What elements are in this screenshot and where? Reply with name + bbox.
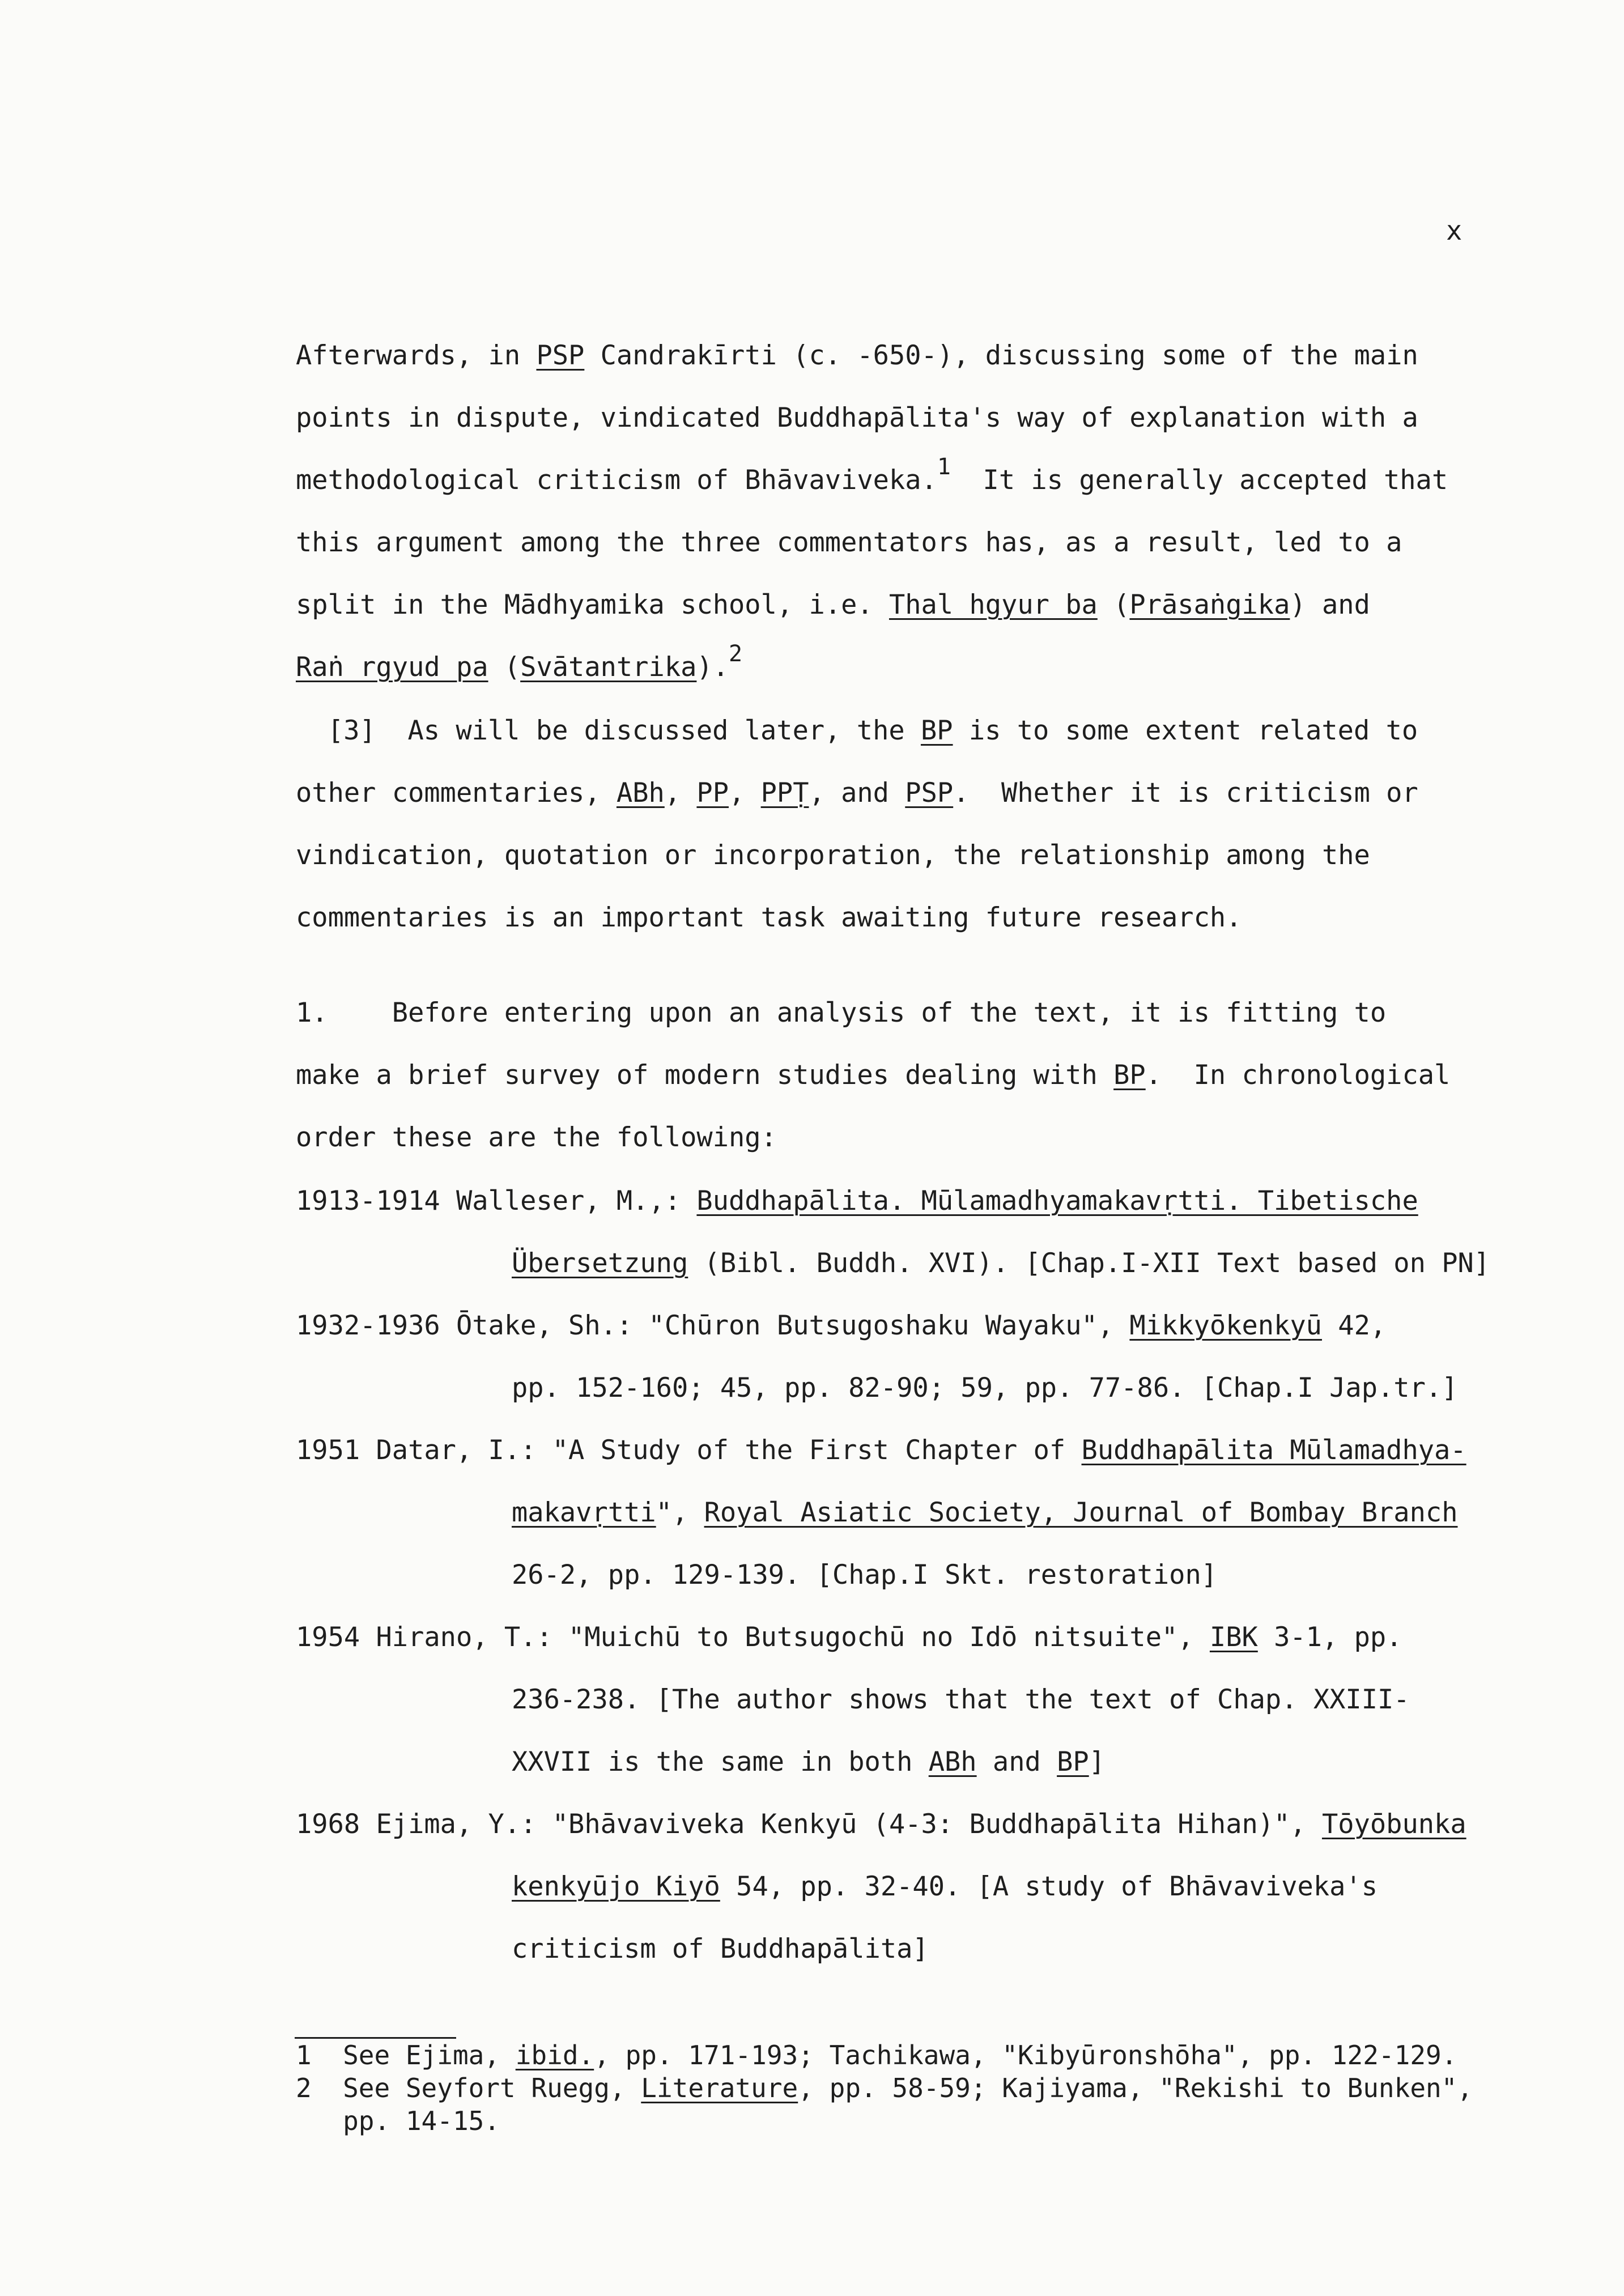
paragraph-line: methodological criticism of Bhāvaviveka.1 It is generally accepted that: [296, 454, 1448, 496]
section-line: order these are the following:: [296, 1122, 777, 1153]
bib-entry-line: pp. 152-160; 45, pp. 82-90; 59, pp. 77-86. [Chap.I Jap.tr.]: [512, 1372, 1458, 1404]
section-line: make a brief survey of modern studies dealing with BP. In chronological: [296, 1060, 1451, 1091]
paragraph-line: [3] As will be discussed later, the BP is to some extent related to: [328, 715, 1418, 746]
paragraph-line: vindication, quotation or incorporation, the relationship among the: [296, 840, 1370, 871]
bib-entry-line: 26-2, pp. 129-139. [Chap.I Skt. restoration]: [512, 1559, 1218, 1591]
bib-entry-line: 1913-1914 Walleser, M.,: Buddhapālita. Mūlamadhyamakavṛtti. Tibetische: [296, 1185, 1418, 1217]
footnote-2-continued: pp. 14-15.: [296, 2106, 500, 2136]
bib-entry-line: makavṛtti", Royal Asiatic Society, Journal of Bombay Branch: [512, 1497, 1458, 1528]
page-number: x: [1446, 215, 1463, 246]
paragraph-line: this argument among the three commentators has, as a result, led to a: [296, 527, 1402, 558]
paragraph-line: other commentaries, ABh, PP, PPṬ, and PSP. Whether it is criticism or: [296, 777, 1418, 809]
paragraph-line: Afterwards, in PSP Candrakīrti (c. -650-), discussing some of the main: [296, 340, 1418, 371]
bib-entry-line: 236-238. [The author shows that the text of Chap. XXIII-: [512, 1684, 1410, 1715]
footnote-2: 2 See Seyfort Ruegg, Literature, pp. 58-59; Kajiyama, "Rekishi to Bunken",: [296, 2073, 1473, 2103]
paragraph-line: commentaries is an important task awaiting future research.: [296, 902, 1242, 933]
bib-entry-line: Übersetzung (Bibl. Buddh. XVI). [Chap.I-XII Text based on PN]: [512, 1248, 1490, 1279]
bib-entry-line: 1968 Ejima, Y.: "Bhāvaviveka Kenkyū (4-3: Buddhapālita Hihan)", Tōyōbunka: [296, 1809, 1466, 1840]
footnote-1: 1 See Ejima, ibid., pp. 171-193; Tachikawa, "Kibyūronshōha", pp. 122-129.: [296, 2040, 1457, 2070]
paragraph-line: split in the Mādhyamika school, i.e. Thal hgyur ba (Prāsaṅgika) and: [296, 589, 1370, 620]
bib-entry-line: kenkyūjo Kiyō 54, pp. 32-40. [A study of Bhāvaviveka's: [512, 1871, 1378, 1902]
bib-entry-line: criticism of Buddhapālita]: [512, 1933, 929, 1965]
footnote-rule: [295, 2037, 456, 2039]
paragraph-line: Raṅ rgyud pa (Svātantrika).2: [296, 641, 743, 683]
footnote-ref: 1: [937, 454, 951, 480]
bib-entry-line: 1932-1936 Ōtake, Sh.: "Chūron Butsugoshaku Wayaku", Mikkyōkenkyū 42,: [296, 1310, 1387, 1341]
bib-entry-line: 1951 Datar, I.: "A Study of the First Chapter of Buddhapālita Mūlamadhya-: [296, 1435, 1466, 1466]
section-line: 1. Before entering upon an analysis of the text, it is fitting to: [296, 997, 1387, 1028]
footnote-ref: 2: [729, 641, 743, 667]
bib-entry-line: 1954 Hirano, T.: "Muichū to Butsugochū no Idō nitsuite", IBK 3-1, pp.: [296, 1622, 1402, 1653]
paragraph-line: points in dispute, vindicated Buddhapālita's way of explanation with a: [296, 402, 1418, 433]
bib-entry-line: XXVII is the same in both ABh and BP]: [512, 1746, 1105, 1778]
